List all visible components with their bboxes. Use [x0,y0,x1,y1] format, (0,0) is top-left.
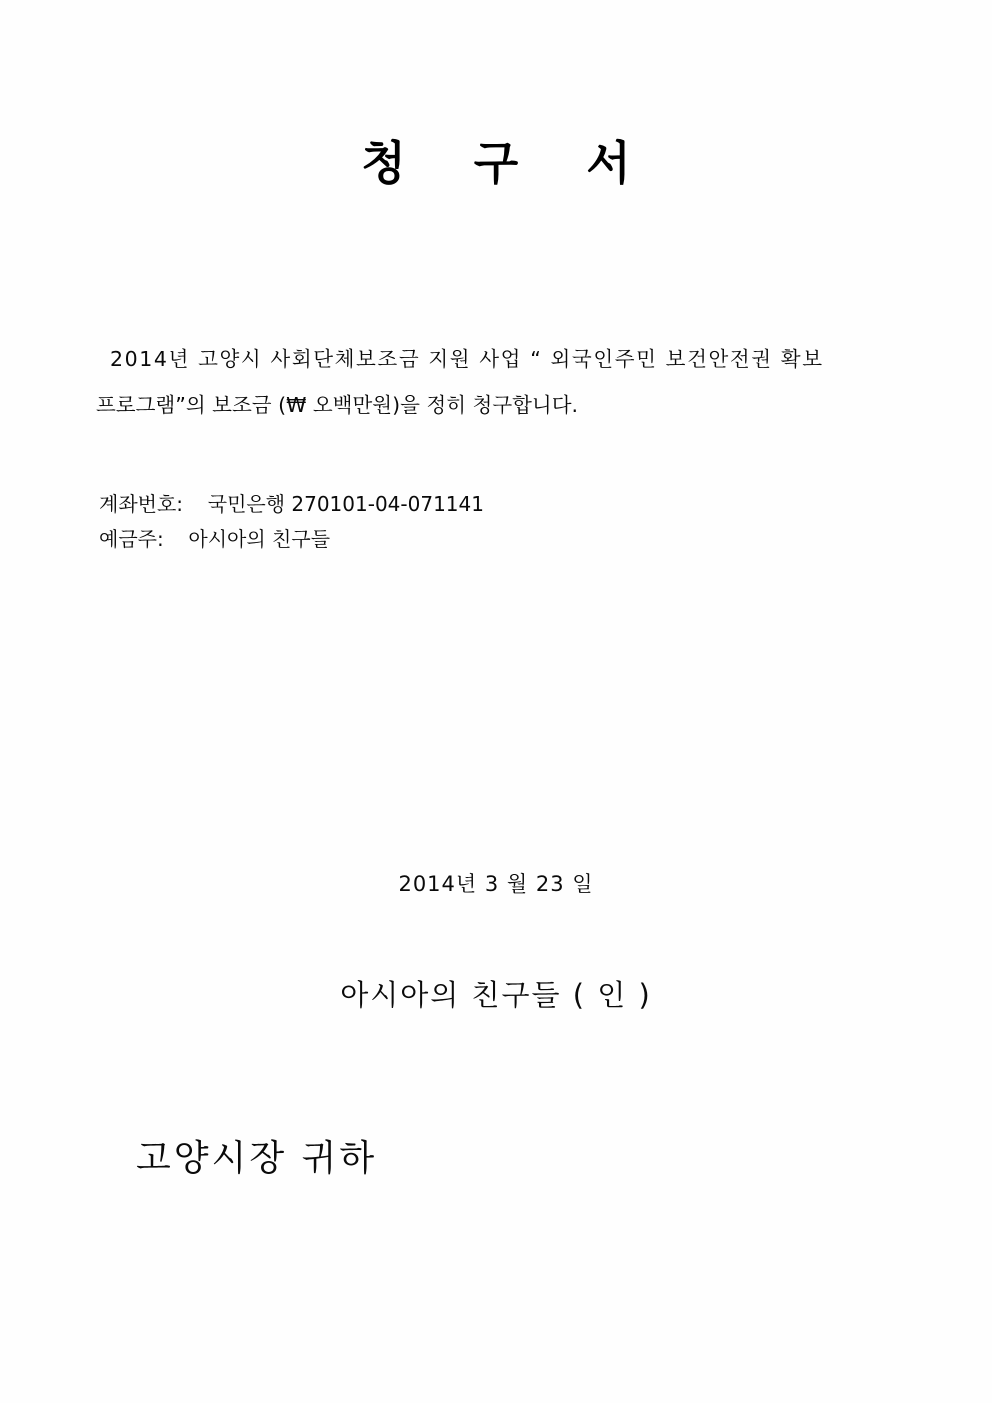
request-body-line-2: 프로그램”의 보조금 (₩ 오백만원)을 정히 청구합니다. [96,393,579,417]
account-info [99,487,484,557]
account-number-label: 계좌번호: [99,492,184,516]
account-number-row [99,487,484,522]
request-body [96,336,906,428]
request-body-line-1: 2014년 고양시 사회단체보조금 지원 사업 “ 외국인주민 보건안전권 확보 [110,347,824,371]
account-holder-label: 예금주: [99,527,164,551]
page-title: 청 구 서 [361,136,657,190]
account-holder-row [99,522,484,557]
recipient-name: 고양시장 귀하 [136,1138,378,1179]
account-number-value: 국민은행 270101-04-071141 [207,492,484,516]
document-date: 2014년 3 월 23 일 [398,872,594,896]
account-holder-value: 아시아의 친구들 [188,527,331,551]
signer-name: 아시아의 친구들 ( 인 ) [340,978,652,1012]
